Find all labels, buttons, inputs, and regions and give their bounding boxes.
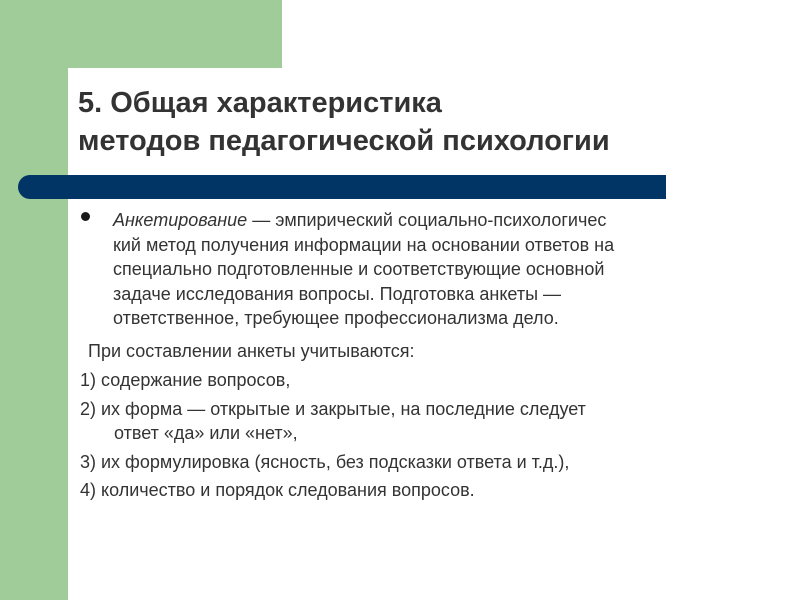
slide-title bbox=[78, 84, 610, 160]
definition-line-1 bbox=[113, 208, 753, 233]
definition-line-1-rest: — эмпирический социально-психологичес bbox=[247, 210, 607, 230]
list-item-2 bbox=[80, 397, 586, 446]
definition-line-5: ответственное, требующее профессионализма дело. bbox=[113, 308, 559, 328]
slide-title-line-2: методов педагогической психологии bbox=[78, 125, 610, 157]
definition-line-4: задаче исследования вопросы. Подготовка анкеты — bbox=[113, 283, 562, 304]
considerations-list bbox=[80, 368, 586, 507]
definition-line-3: специально подготовленные и соответствующие основной bbox=[113, 259, 605, 279]
considerations-intro: При составлении анкеты учитываются: bbox=[88, 341, 415, 361]
title-underline-bar bbox=[18, 175, 666, 199]
definition-paragraph bbox=[113, 208, 753, 331]
list-item-1: 1) содержание вопросов, bbox=[80, 370, 291, 390]
list-item-2-line-1: 2) их форма — открытые и закрытые, на последние следует bbox=[80, 398, 586, 419]
list-item-4: 4) количество и порядок следования вопросов. bbox=[80, 480, 475, 500]
list-item-2-line-2: ответ «да» или «нет», bbox=[114, 423, 298, 443]
slide-title-line-1: 5. Общая характеристика bbox=[78, 87, 442, 119]
definition-term: Анкетирование bbox=[113, 210, 248, 230]
definition-line-2: кий метод получения информации на основании ответов на bbox=[113, 234, 615, 255]
bullet-dot-icon bbox=[81, 212, 90, 221]
decor-green-left bbox=[0, 0, 68, 600]
list-item-3: 3) их формулировка (ясность, без подсказки ответа и т.д.), bbox=[80, 451, 570, 472]
